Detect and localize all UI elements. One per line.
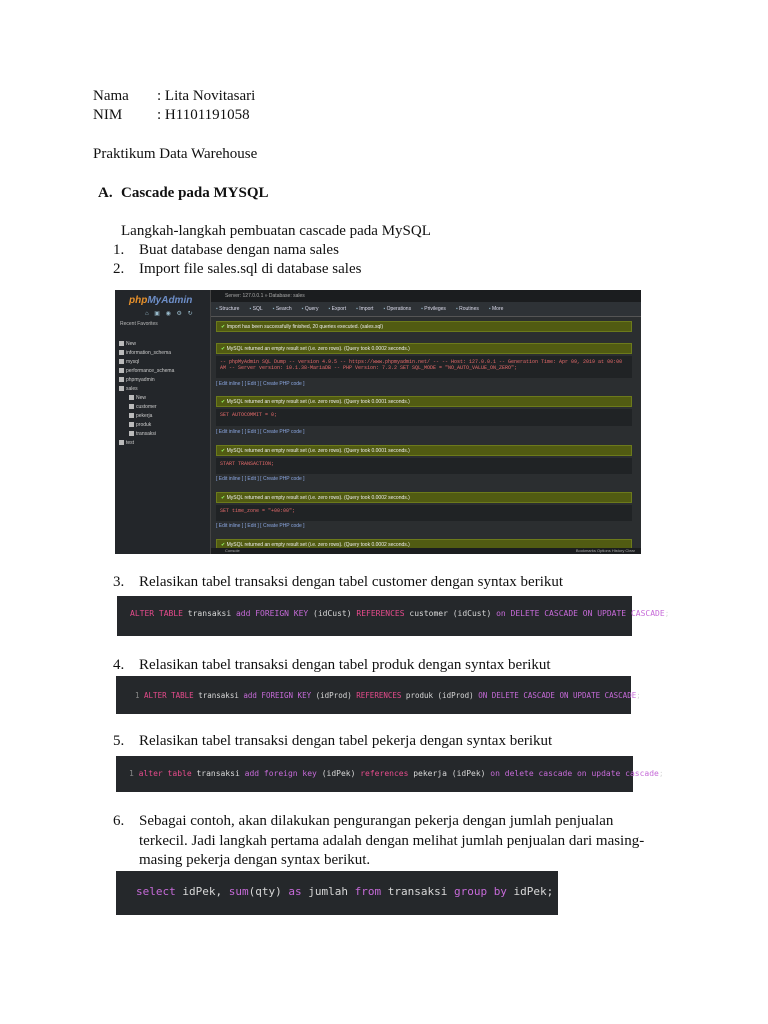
menu-privileges[interactable]: ▪ Privileges: [416, 302, 451, 316]
tree-item[interactable]: produk: [119, 421, 174, 430]
tree-item[interactable]: mysql: [119, 358, 174, 367]
import-success-message: ✔ Import has been successfully finished, 20 queries executed. (sales.sql): [216, 321, 632, 332]
sql-block: SET time_zone = "+00:00";: [216, 505, 632, 521]
edit-links[interactable]: [ Edit inline ] [ Edit ] [ Create PHP code ]: [216, 381, 305, 387]
menu-search[interactable]: ▪ Search: [268, 302, 297, 316]
sql-block: -- phpMyAdmin SQL Dump -- version 4.9.5 -- https://www.phpmyadmin.net/ -- -- Host: 127.0.0.1 -- Generation Time: Apr 09, 2019 at 00:00 AM -- Server version: 10.1.38-MariaDB -- PHP Version: 7.3.2 SET SQL_MODE = "NO_AUTO_VALUE_ON_ZERO";: [216, 356, 632, 378]
menu-more[interactable]: ▪ More: [484, 302, 509, 316]
menu-query[interactable]: ▪ Query: [297, 302, 324, 316]
section-letter: A.: [98, 185, 113, 201]
pma-breadcrumb: Server: 127.0.0.1 » Database: sales: [211, 290, 641, 302]
step-number: 4.: [113, 657, 125, 673]
step-number: 6.: [113, 813, 125, 829]
query-result-message: ✔ MySQL returned an empty result set (i.e. zero rows). (Query took 0.0001 seconds.): [216, 396, 632, 407]
step-text: Relasikan tabel transaksi dengan tabel pekerja dengan syntax berikut: [139, 733, 553, 749]
step-text: Buat database dengan nama sales: [139, 242, 339, 258]
phpmyadmin-screenshot: [115, 290, 641, 554]
step-text-line: Sebagai contoh, akan dilakukan pengurangan pekerja dengan jumlah penjualan: [139, 813, 614, 829]
pma-console-bar[interactable]: Console Bookmarks Options History Clear: [211, 548, 641, 554]
query-result-message: ✔ MySQL returned an empty result set (i.e. zero rows). (Query took 0.0002 seconds.): [216, 343, 632, 354]
tree-item[interactable]: transaksi: [119, 430, 174, 439]
step-number: 1.: [113, 242, 125, 258]
menu-import[interactable]: ▪ Import: [351, 302, 378, 316]
pma-menu: [211, 302, 641, 317]
pma-sidebar: [115, 290, 211, 554]
section-title: Cascade pada MYSQL: [121, 185, 269, 201]
intro-text: Langkah-langkah pembuatan cascade pada MySQL: [121, 223, 431, 239]
sql-block: SET AUTOCOMMIT = 0;: [216, 409, 632, 426]
tree-item[interactable]: information_schema: [119, 349, 174, 358]
menu-operations[interactable]: ▪ Operations: [378, 302, 416, 316]
tree-item[interactable]: performance_schema: [119, 367, 174, 376]
query-result-message: ✔ MySQL returned an empty result set (i.e. zero rows). (Query took 0.0001 seconds.): [216, 445, 632, 456]
code-block-select: select idPek, sum(qty) as jumlah from transaksi group by idPek;: [116, 871, 558, 915]
code-block-customer: ALTER TABLE transaksi add FOREIGN KEY (idCust) REFERENCES customer (idCust) on DELETE CASCADE ON UPDATE CASCADE;: [117, 596, 632, 636]
step-text: Import file sales.sql di database sales: [139, 261, 362, 277]
step-text: Relasikan tabel transaksi dengan tabel produk dengan syntax berikut: [139, 657, 551, 673]
nama-label: Nama: [93, 88, 129, 104]
edit-links[interactable]: [ Edit inline ] [ Edit ] [ Create PHP code ]: [216, 429, 305, 435]
query-result-message: ✔ MySQL returned an empty result set (i.e. zero rows). (Query took 0.0002 seconds.): [216, 492, 632, 503]
menu-export[interactable]: ▪ Export: [323, 302, 351, 316]
course-title: Praktikum Data Warehouse: [93, 146, 258, 162]
edit-links[interactable]: [ Edit inline ] [ Edit ] [ Create PHP code ]: [216, 523, 305, 529]
step-text: Relasikan tabel transaksi dengan tabel customer dengan syntax berikut: [139, 574, 564, 590]
step-text-line: masing pekerja dengan syntax berikut.: [139, 852, 371, 868]
sql-block: START TRANSACTION;: [216, 458, 632, 474]
tree-item[interactable]: customer: [119, 403, 174, 412]
pma-db-tree: [119, 340, 174, 448]
pma-nav-tabs: Recent Favorites: [120, 321, 158, 327]
code-block-pekerja: 1 alter table transaksi add foreign key (idPek) references pekerja (idPek) on delete cascade on update cascade;: [116, 756, 633, 792]
nama-value: : Lita Novitasari: [157, 88, 256, 104]
pma-logo: phpMyAdmin: [129, 295, 193, 306]
tree-item[interactable]: pekerja: [119, 412, 174, 421]
tree-item[interactable]: test: [119, 439, 174, 448]
step-number: 5.: [113, 733, 125, 749]
pma-main: [211, 290, 641, 554]
menu-sql[interactable]: ▪ SQL: [244, 302, 267, 316]
tree-item[interactable]: New: [119, 394, 174, 403]
step-number: 2.: [113, 261, 125, 277]
nim-label: NIM: [93, 107, 123, 123]
step-text-line: terkecil. Jadi langkah pertama adalah dengan melihat jumlah penjualan dari masing-: [139, 833, 645, 849]
edit-links[interactable]: [ Edit inline ] [ Edit ] [ Create PHP code ]: [216, 476, 305, 482]
menu-structure[interactable]: ▪ Structure: [211, 302, 244, 316]
pma-home-icons: ⌂ ▣ ◉ ⚙ ↻: [145, 311, 195, 317]
step-number: 3.: [113, 574, 125, 590]
query-result-message: ✔ MySQL returned an empty result set (i.e. zero rows). (Query took 0.0002 seconds.): [216, 539, 632, 550]
tree-item[interactable]: sales: [119, 385, 174, 394]
tree-item[interactable]: New: [119, 340, 174, 349]
menu-routines[interactable]: ▪ Routines: [451, 302, 484, 316]
code-block-produk: 1 ALTER TABLE transaksi add FOREIGN KEY (idProd) REFERENCES produk (idProd) ON DELETE CASCADE ON UPDATE CASCADE;: [116, 676, 631, 714]
tree-item[interactable]: phpmyadmin: [119, 376, 174, 385]
nim-value: : H1101191058: [157, 107, 250, 123]
